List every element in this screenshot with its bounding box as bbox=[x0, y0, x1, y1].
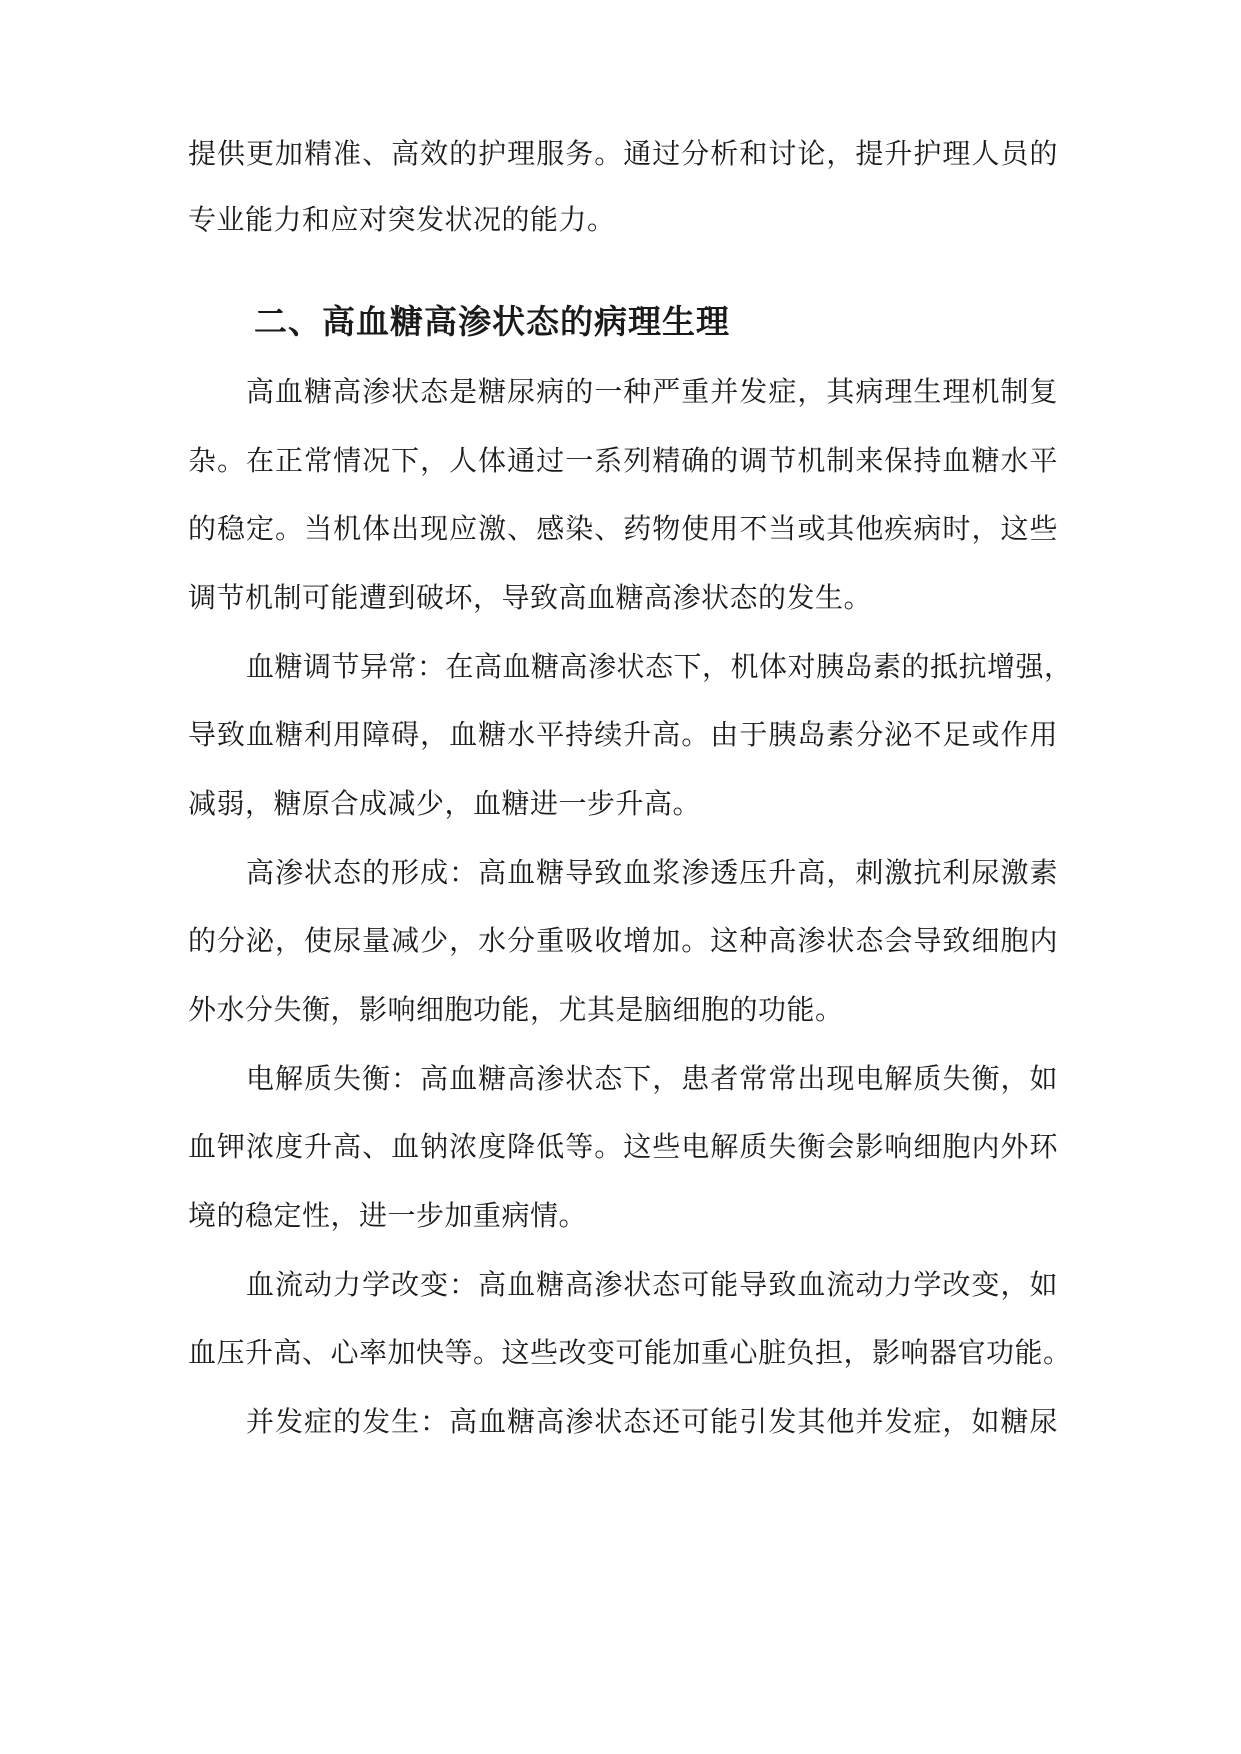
paragraph-line: 高渗状态的形成：高血糖导致血浆渗透压升高，刺激抗利尿激素 bbox=[246, 856, 1058, 889]
paragraph-line: 杂。在正常情况下，人体通过一系列精确的调节机制来保持血糖水平 bbox=[188, 444, 1058, 477]
intro-line: 提供更加精准、高效的护理服务。通过分析和讨论，提升护理人员的 bbox=[188, 137, 1058, 170]
paragraph-line: 外水分失衡，影响细胞功能，尤其是脑细胞的功能。 bbox=[188, 993, 844, 1026]
section-heading: 二、高血糖高渗状态的病理生理 bbox=[254, 302, 730, 341]
paragraph-line: 血压升高、心率加快等。这些改变可能加重心脏负担，影响器官功能。 bbox=[188, 1336, 1072, 1369]
paragraph-line: 血流动力学改变：高血糖高渗状态可能导致血流动力学改变，如 bbox=[246, 1268, 1058, 1301]
paragraph-line: 调节机制可能遭到破坏，导致高血糖高渗状态的发生。 bbox=[188, 581, 873, 614]
paragraph-line: 电解质失衡：高血糖高渗状态下，患者常常出现电解质失衡，如 bbox=[246, 1062, 1058, 1095]
paragraph-line: 血钾浓度升高、血钠浓度降低等。这些电解质失衡会影响细胞内外环 bbox=[188, 1130, 1058, 1163]
paragraph-line: 导致血糖利用障碍，血糖水平持续升高。由于胰岛素分泌不足或作用 bbox=[188, 718, 1058, 751]
paragraph-line: 血糖调节异常：在高血糖高渗状态下，机体对胰岛素的抵抗增强， bbox=[246, 650, 1073, 683]
paragraph-line: 高血糖高渗状态是糖尿病的一种严重并发症，其病理生理机制复 bbox=[246, 375, 1058, 408]
paragraph-line: 的稳定。当机体出现应激、感染、药物使用不当或其他疾病时，这些 bbox=[188, 512, 1058, 545]
paragraph-line: 的分泌，使尿量减少，水分重吸收增加。这种高渗状态会导致细胞内 bbox=[188, 924, 1058, 957]
intro-line: 专业能力和应对突发状况的能力。 bbox=[188, 203, 616, 236]
paragraph-line: 境的稳定性，进一步加重病情。 bbox=[188, 1199, 588, 1232]
paragraph-line: 并发症的发生：高血糖高渗状态还可能引发其他并发症，如糖尿 bbox=[246, 1405, 1058, 1438]
paragraph-line: 减弱，糖原合成减少，血糖进一步升高。 bbox=[188, 787, 702, 820]
